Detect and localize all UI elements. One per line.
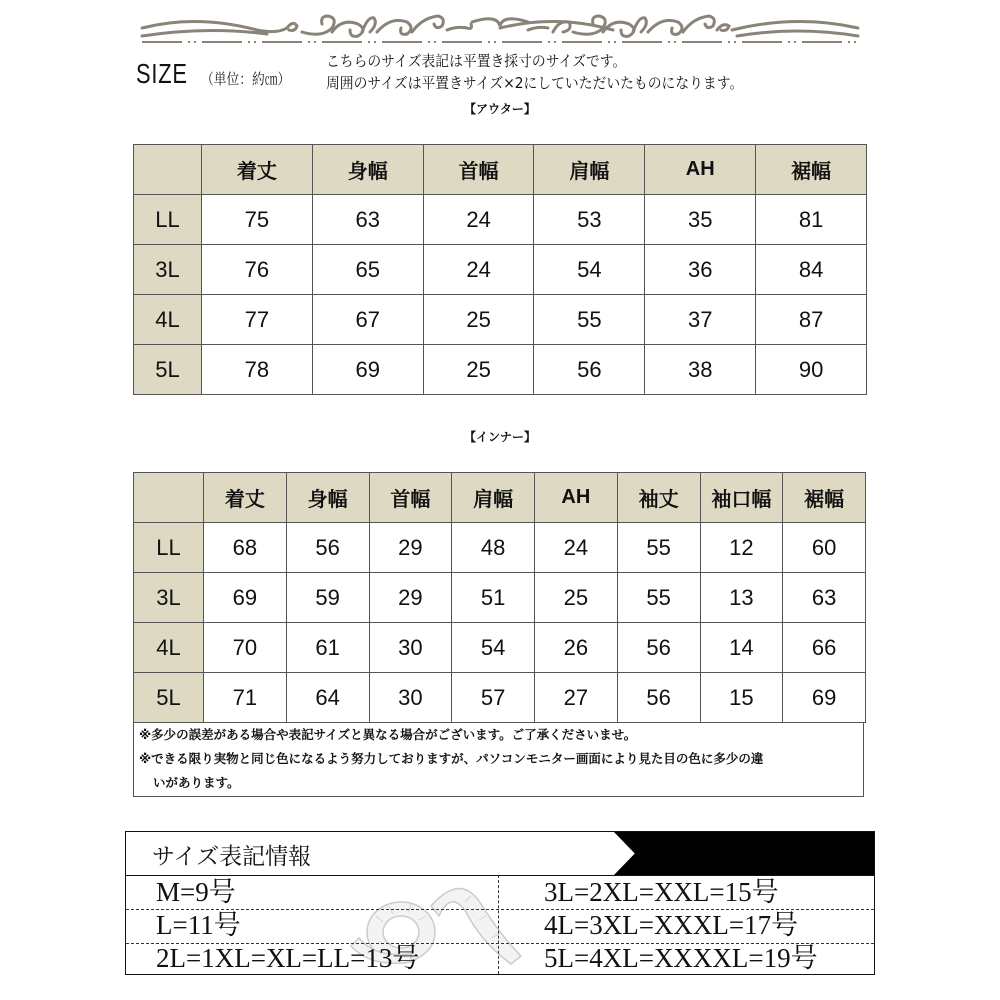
table-cell: 84	[756, 245, 867, 295]
table-cell: 60	[783, 523, 866, 573]
table-cell: 29	[369, 523, 452, 573]
table-cell: 81	[756, 195, 867, 245]
size-title: SIZE	[136, 58, 188, 89]
table-cell: 77	[202, 295, 313, 345]
table-cell: 29	[369, 573, 452, 623]
table-cell: 78	[202, 345, 313, 395]
column-header: 袖口幅	[700, 473, 783, 523]
column-header	[134, 473, 204, 523]
table-cell: 51	[452, 573, 535, 623]
column-header: 首幅	[423, 145, 534, 195]
table-row	[134, 345, 867, 395]
table-cell: 53	[534, 195, 645, 245]
outer-size-table	[133, 144, 867, 395]
unit-label: （単位：約㎝）	[201, 70, 291, 88]
notes-box	[133, 722, 864, 797]
table-cell: 70	[204, 623, 287, 673]
column-header	[134, 145, 202, 195]
table-cell: 25	[535, 573, 618, 623]
size-mapping: M=9号	[156, 877, 236, 907]
note-text: ※多少の誤差がある場合や表記サイズと異なる場合がございます。ご了承くださいませ。	[139, 727, 637, 742]
table-cell: 71	[204, 673, 287, 723]
table-cell: 56	[617, 623, 700, 673]
size-mapping: 5L=4XL=XXXXL=19号	[544, 943, 818, 973]
size-mapping: 4L=3XL=XXXL=17号	[544, 910, 799, 940]
table-cell: 24	[423, 245, 534, 295]
table-cell: 36	[645, 245, 756, 295]
table-cell: 12	[700, 523, 783, 573]
table-cell: 56	[286, 523, 369, 573]
column-header: 肩幅	[452, 473, 535, 523]
table-cell: 76	[202, 245, 313, 295]
table-cell: 25	[423, 345, 534, 395]
table-cell: 64	[286, 673, 369, 723]
size-description	[326, 50, 743, 94]
size-info-header	[126, 832, 874, 876]
table-cell: 69	[312, 345, 423, 395]
table-row	[134, 673, 866, 723]
table-cell: 69	[204, 573, 287, 623]
table-cell: 25	[423, 295, 534, 345]
size-label: 5L	[134, 673, 204, 723]
note-text: ※できる限り実物と同じ色になるよう努力しておりますが、パソコンモニター画面により見た目の色に多少の違	[139, 751, 764, 766]
size-label: 5L	[134, 345, 202, 395]
table-cell: 54	[534, 245, 645, 295]
table-row	[134, 523, 866, 573]
table-header-row	[134, 473, 866, 523]
outer-section-label: 【アウター】	[464, 102, 536, 116]
table-cell: 56	[617, 673, 700, 723]
size-info-box	[125, 831, 875, 975]
size-label: 3L	[134, 245, 202, 295]
column-header: 裾幅	[756, 145, 867, 195]
table-cell: 63	[312, 195, 423, 245]
table-cell: 69	[783, 673, 866, 723]
column-header: 肩幅	[534, 145, 645, 195]
table-cell: 87	[756, 295, 867, 345]
size-mapping: 2L=1XL=XL=LL=13号	[156, 943, 420, 973]
inner-size-table	[133, 472, 866, 723]
description-line: 周囲のサイズは平置きサイズ×2にしていただいたものになります。	[326, 74, 744, 92]
table-cell: 26	[535, 623, 618, 673]
table-cell: 30	[369, 673, 452, 723]
decorative-scroll-border-icon	[137, 8, 863, 46]
table-cell: 55	[534, 295, 645, 345]
table-cell: 54	[452, 623, 535, 673]
column-header: 身幅	[312, 145, 423, 195]
size-label: LL	[134, 195, 202, 245]
description-line: こちらのサイズ表記は平置き採寸のサイズです。	[326, 52, 627, 70]
table-cell: 15	[700, 673, 783, 723]
inner-section-label: 【インナー】	[463, 430, 536, 444]
table-header-row	[134, 145, 867, 195]
table-row	[134, 195, 867, 245]
table-cell: 90	[756, 345, 867, 395]
table-row	[134, 245, 867, 295]
column-header: 着丈	[202, 145, 313, 195]
table-cell: 57	[452, 673, 535, 723]
table-cell: 37	[645, 295, 756, 345]
size-label: LL	[134, 523, 204, 573]
table-row	[134, 295, 867, 345]
table-cell: 66	[783, 623, 866, 673]
table-cell: 63	[783, 573, 866, 623]
table-row	[134, 573, 866, 623]
table-cell: 65	[312, 245, 423, 295]
table-cell: 24	[423, 195, 534, 245]
size-label: 4L	[134, 295, 202, 345]
table-cell: 67	[312, 295, 423, 345]
table-cell: 75	[202, 195, 313, 245]
size-label: 3L	[134, 573, 204, 623]
table-cell: 61	[286, 623, 369, 673]
size-info-title: サイズ表記情報	[152, 844, 312, 870]
column-header: 着丈	[204, 473, 287, 523]
table-cell: 56	[534, 345, 645, 395]
table-cell: 13	[700, 573, 783, 623]
table-cell: 38	[645, 345, 756, 395]
column-divider	[498, 875, 499, 974]
black-banner	[614, 832, 874, 875]
table-cell: 48	[452, 523, 535, 573]
table-cell: 59	[286, 573, 369, 623]
column-header: 袖丈	[617, 473, 700, 523]
table-cell: 55	[617, 573, 700, 623]
table-cell: 55	[617, 523, 700, 573]
size-mapping: 3L=2XL=XXL=15号	[544, 877, 779, 907]
table-row	[134, 623, 866, 673]
table-cell: 68	[204, 523, 287, 573]
note-text: いがあります。	[153, 775, 240, 790]
column-header: 首幅	[369, 473, 452, 523]
table-cell: 35	[645, 195, 756, 245]
size-mapping: L=11号	[156, 910, 241, 940]
column-header: 身幅	[286, 473, 369, 523]
table-cell: 27	[535, 673, 618, 723]
table-cell: 30	[369, 623, 452, 673]
column-header: 裾幅	[783, 473, 866, 523]
column-header: AH	[535, 473, 618, 523]
size-label: 4L	[134, 623, 204, 673]
table-cell: 14	[700, 623, 783, 673]
table-cell: 24	[535, 523, 618, 573]
column-header: AH	[645, 145, 756, 195]
